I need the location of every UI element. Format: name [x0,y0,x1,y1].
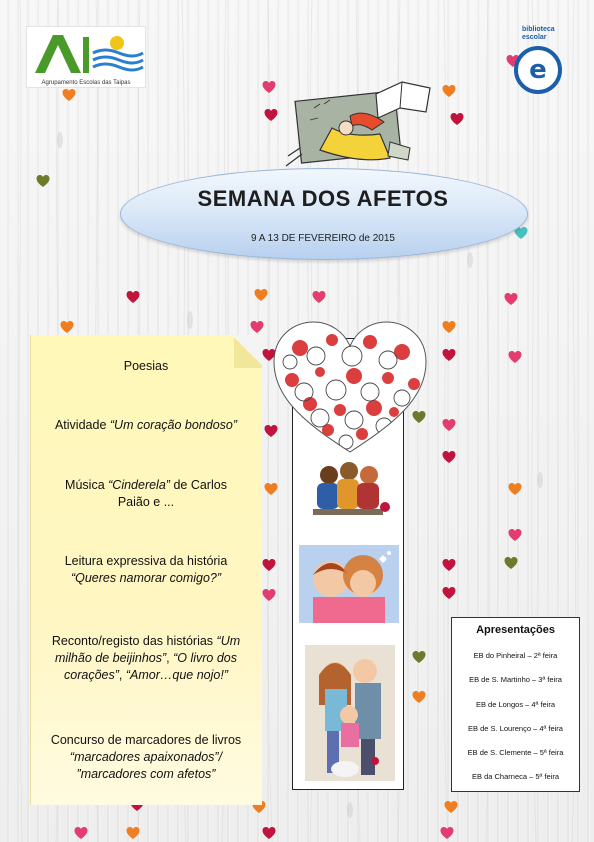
heart-icon [442,558,456,572]
apresentacao-item: EB do Pinheiral – 2ª feira [473,651,558,660]
biblioteca-escolar-logo [512,24,570,94]
heart-icon [126,290,140,304]
biblioteca-escolar-text [522,26,555,42]
apresentacao-item: EB de S. Lourenço – 4ª feira [468,724,563,733]
heart-icon [508,482,522,496]
activity-musica-title: “Cinderela” [108,478,170,492]
activity-coracao-bondoso [38,417,254,434]
heart-icon [250,320,264,334]
heart-icon [62,88,76,102]
heart-icon [444,800,458,814]
apresentacao-item: EB da Charneca – 5ª feira [472,772,559,781]
heart-icon [262,80,276,94]
activity-leitura-line1: Leitura expressiva da história [64,554,228,568]
activity-reconto-q2b: corações” [64,668,119,682]
apresentacoes-box [451,617,580,792]
activity-reconto-q1b: milhão de beijinhos” [54,651,167,665]
activity-reconto-q3: “Amor…que nojo!” [125,668,228,682]
school-logo-caption: Agrupamento Escolas das Taipas [41,80,131,86]
activity-reconto-sep2: , [118,668,126,682]
activity-reconto-q1a: “Um [216,634,241,648]
activity-musica [38,477,254,511]
heart-icon [60,320,74,334]
activity-reconto-q2a: “O livro dos [173,651,238,665]
heart-icon [126,826,140,840]
girl-reading-illustration [280,78,440,170]
school-logo-graphic [27,27,145,77]
activity-coracao-prefix: Atividade [54,418,110,432]
children-hugging-illustration [299,457,397,523]
heart-icon [264,108,278,122]
activities-note [30,335,262,805]
heart-icon [442,348,456,362]
heart-icon [508,528,522,542]
heart-icon [74,826,88,840]
activity-concurso [38,732,254,783]
activity-reconto-sep1: , [166,651,174,665]
activity-concurso-line3: ”marcadores com afetos” [76,767,216,781]
logo-line-escolar: escolar [522,34,547,41]
activity-reconto [38,633,254,684]
heart-icon [262,826,276,840]
heart-icon [442,320,456,334]
activity-concurso-line1: Concurso de marcadores de livros [50,733,242,747]
heart-icon [264,482,278,496]
heart-icon [312,290,326,304]
school-logo [26,26,146,88]
doodle-heart-illustration [270,318,430,454]
activity-leitura-title: “Queres namorar comigo?” [70,571,222,585]
heart-icon [508,350,522,364]
activity-concurso-line2: “marcadores apaixonados”/ [69,750,223,764]
apresentacao-item: EB de Longos – 4ª feira [475,700,556,709]
event-dates: 9 A 13 DE FEVEREIRO de 2015 [251,233,395,244]
activity-musica-author: de Carlos [169,478,227,492]
title-banner [120,168,528,260]
heart-icon [442,450,456,464]
activity-musica-prefix: Música [65,478,109,492]
logo-line-biblioteca: biblioteca [522,26,555,33]
apresentacao-item: EB de S. Clemente – 5ª feira [467,748,564,757]
heart-icon [442,586,456,600]
activity-coracao-title: “Um coração bondoso” [109,418,238,432]
heart-icon [442,84,456,98]
heart-icon [262,588,276,602]
apresentacoes-title: Apresentações [476,624,555,636]
activity-musica-line2: Paião e ... [117,495,175,509]
heart-icon [412,690,426,704]
couple-illustration [299,545,399,623]
heart-icon [262,558,276,572]
family-illustration [305,645,395,781]
activity-musica-line1 [38,477,254,494]
heart-icon [450,112,464,126]
heart-icon [412,650,426,664]
apresentacao-item: EB de S. Martinho – 3ª feira [469,675,562,684]
heart-icon [36,174,50,188]
biblioteca-e-circle: e [514,46,562,94]
activity-reconto-prefix: Reconto/registo das histórias [51,634,217,648]
activity-leitura [38,553,254,587]
heart-icon [254,288,268,302]
heart-icon [504,556,518,570]
heart-icon [442,418,456,432]
page-title: SEMANA DOS AFETOS [197,186,449,211]
activity-poesias: Poesias [123,359,169,373]
heart-icon [504,292,518,306]
heart-icon [440,826,454,840]
